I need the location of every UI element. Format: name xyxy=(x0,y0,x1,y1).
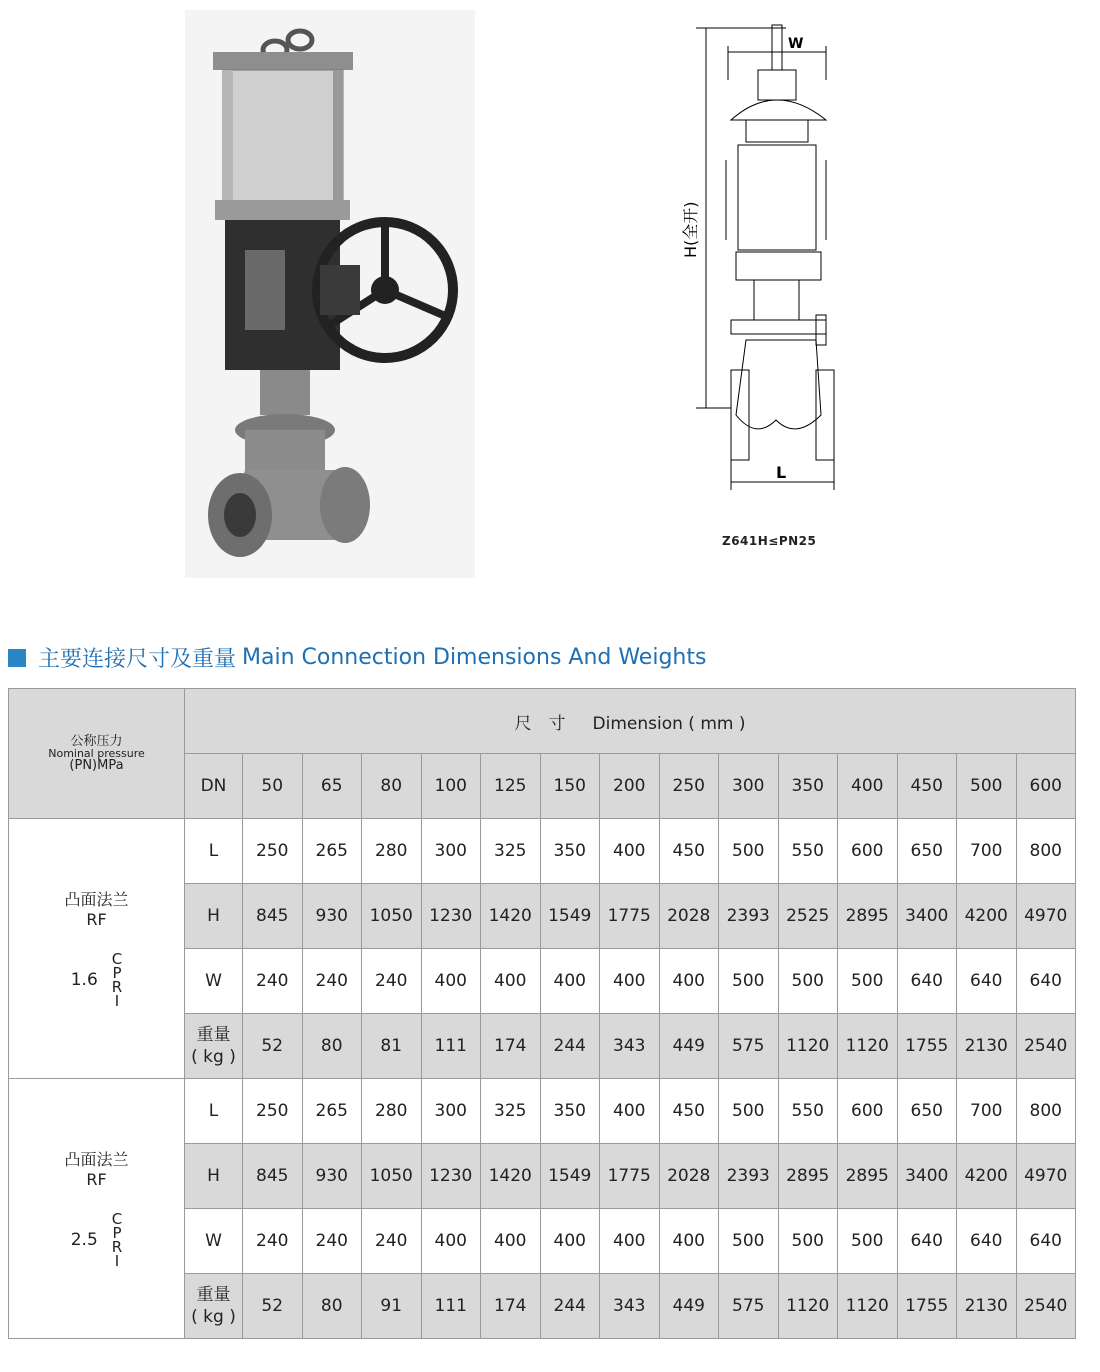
pressure-code-letter: I xyxy=(114,991,120,1010)
value-cell: 174 xyxy=(481,1274,541,1339)
dim-h-label: H(全开) xyxy=(681,201,700,258)
value-cell: 265 xyxy=(302,819,362,884)
dn-cell: 80 xyxy=(362,754,422,819)
value-cell: 350 xyxy=(540,819,600,884)
value-cell: 400 xyxy=(481,949,541,1014)
value-cell: 174 xyxy=(481,1014,541,1079)
value-cell: 350 xyxy=(540,1079,600,1144)
value-cell: 343 xyxy=(600,1274,660,1339)
dn-cell: 125 xyxy=(481,754,541,819)
value-cell: 52 xyxy=(243,1014,303,1079)
pressure-code-letter: C xyxy=(111,1209,123,1228)
value-cell: 650 xyxy=(897,819,957,884)
dn-cell: 100 xyxy=(421,754,481,819)
value-cell: 800 xyxy=(1016,1079,1076,1144)
value-cell: 1549 xyxy=(540,884,600,949)
pressure-code-letter: P xyxy=(112,1223,122,1242)
value-cell: 500 xyxy=(719,819,779,884)
value-cell: 400 xyxy=(600,1209,660,1274)
pressure-value: 2.5 xyxy=(70,1229,98,1250)
weight-label xyxy=(185,1274,243,1339)
value-cell: 1230 xyxy=(421,884,481,949)
value-cell: 700 xyxy=(957,1079,1017,1144)
pressure-block xyxy=(9,949,184,1010)
value-cell: 1755 xyxy=(897,1274,957,1339)
table-row xyxy=(9,819,1076,884)
value-cell: 640 xyxy=(1016,1209,1076,1274)
pressure-header-en: Nominal pressure xyxy=(48,747,145,760)
param-label: W xyxy=(185,1209,243,1274)
value-cell: 4200 xyxy=(957,1144,1017,1209)
value-cell: 640 xyxy=(957,949,1017,1014)
value-cell: 449 xyxy=(659,1274,719,1339)
value-cell: 450 xyxy=(659,819,719,884)
dn-cell: 400 xyxy=(838,754,898,819)
dn-cell: 65 xyxy=(302,754,362,819)
value-cell: 575 xyxy=(719,1014,779,1079)
section-title-cn: 主要连接尺寸及重量 xyxy=(38,647,237,672)
value-cell: 1420 xyxy=(481,884,541,949)
value-cell: 91 xyxy=(362,1274,422,1339)
value-cell: 640 xyxy=(897,1209,957,1274)
value-cell: 244 xyxy=(540,1014,600,1079)
dn-cell: 250 xyxy=(659,754,719,819)
value-cell: 400 xyxy=(600,819,660,884)
value-cell: 343 xyxy=(600,1014,660,1079)
value-cell: 80 xyxy=(302,1274,362,1339)
value-cell: 500 xyxy=(719,1209,779,1274)
value-cell: 4200 xyxy=(957,884,1017,949)
value-cell: 2393 xyxy=(719,1144,779,1209)
value-cell: 2895 xyxy=(838,1144,898,1209)
value-cell: 400 xyxy=(540,1209,600,1274)
value-cell: 2895 xyxy=(778,1144,838,1209)
pressure-code-letter: I xyxy=(114,1251,120,1270)
dn-cell: 450 xyxy=(897,754,957,819)
face-en: RF xyxy=(86,1169,107,1189)
value-cell: 240 xyxy=(302,949,362,1014)
value-cell: 1120 xyxy=(838,1274,898,1339)
pressure-header xyxy=(9,689,185,819)
group-label xyxy=(9,1079,185,1339)
value-cell: 280 xyxy=(362,1079,422,1144)
value-cell: 1420 xyxy=(481,1144,541,1209)
value-cell: 111 xyxy=(421,1014,481,1079)
value-cell: 81 xyxy=(362,1014,422,1079)
value-cell: 240 xyxy=(243,949,303,1014)
dim-w-label: W xyxy=(788,36,804,52)
face-cn: 凸面法兰 xyxy=(64,889,129,909)
value-cell: 930 xyxy=(302,884,362,949)
weight-label-cn: 重量 xyxy=(196,1285,231,1305)
valve-drawing xyxy=(676,20,846,500)
value-cell: 400 xyxy=(600,949,660,1014)
weight-label xyxy=(185,1014,243,1079)
value-cell: 640 xyxy=(1016,949,1076,1014)
dn-cell: 300 xyxy=(719,754,779,819)
value-cell: 2540 xyxy=(1016,1014,1076,1079)
table-row xyxy=(9,1079,1076,1144)
value-cell: 640 xyxy=(957,1209,1017,1274)
value-cell: 1549 xyxy=(540,1144,600,1209)
value-cell: 300 xyxy=(421,819,481,884)
dimension-header xyxy=(185,689,1076,754)
value-cell: 450 xyxy=(659,1079,719,1144)
value-cell: 500 xyxy=(778,949,838,1014)
weight-label-unit: ( kg ) xyxy=(191,1047,236,1067)
dn-cell: 350 xyxy=(778,754,838,819)
value-cell: 500 xyxy=(838,949,898,1014)
value-cell: 650 xyxy=(897,1079,957,1144)
value-cell: 2028 xyxy=(659,1144,719,1209)
value-cell: 500 xyxy=(719,1079,779,1144)
value-cell: 600 xyxy=(838,1079,898,1144)
param-label: H xyxy=(185,1144,243,1209)
pressure-code-letter: P xyxy=(112,963,122,982)
value-cell: 800 xyxy=(1016,819,1076,884)
pressure-code-letter: R xyxy=(111,1237,123,1256)
value-cell: 1120 xyxy=(838,1014,898,1079)
value-cell: 265 xyxy=(302,1079,362,1144)
value-cell: 550 xyxy=(778,819,838,884)
value-cell: 449 xyxy=(659,1014,719,1079)
value-cell: 2130 xyxy=(957,1274,1017,1339)
weight-label-cn: 重量 xyxy=(196,1025,231,1045)
value-cell: 2525 xyxy=(778,884,838,949)
value-cell: 500 xyxy=(838,1209,898,1274)
dimensions-table xyxy=(8,688,1076,1339)
value-cell: 1230 xyxy=(421,1144,481,1209)
value-cell: 2028 xyxy=(659,884,719,949)
dim-l-label: L xyxy=(776,463,787,482)
param-label: L xyxy=(185,1079,243,1144)
value-cell: 250 xyxy=(243,1079,303,1144)
value-cell: 280 xyxy=(362,819,422,884)
param-label: H xyxy=(185,884,243,949)
value-cell: 3400 xyxy=(897,1144,957,1209)
value-cell: 240 xyxy=(362,949,422,1014)
param-label: L xyxy=(185,819,243,884)
value-cell: 930 xyxy=(302,1144,362,1209)
value-cell: 400 xyxy=(659,1209,719,1274)
pressure-code-letter: R xyxy=(111,977,123,996)
value-cell: 1775 xyxy=(600,1144,660,1209)
value-cell: 250 xyxy=(243,819,303,884)
value-cell: 600 xyxy=(838,819,898,884)
value-cell: 244 xyxy=(540,1274,600,1339)
value-cell: 1755 xyxy=(897,1014,957,1079)
value-cell: 400 xyxy=(659,949,719,1014)
value-cell: 4970 xyxy=(1016,884,1076,949)
value-cell: 845 xyxy=(243,1144,303,1209)
value-cell: 325 xyxy=(481,819,541,884)
value-cell: 845 xyxy=(243,884,303,949)
pressure-code xyxy=(111,949,123,1010)
value-cell: 52 xyxy=(243,1274,303,1339)
value-cell: 2130 xyxy=(957,1014,1017,1079)
value-cell: 2895 xyxy=(838,884,898,949)
section-title-en: Main Connection Dimensions And Weights xyxy=(242,645,707,670)
value-cell: 1120 xyxy=(778,1014,838,1079)
face-cn: 凸面法兰 xyxy=(64,1149,129,1169)
dn-cell: 600 xyxy=(1016,754,1076,819)
valve-photo xyxy=(185,10,475,578)
value-cell: 240 xyxy=(302,1209,362,1274)
value-cell: 325 xyxy=(481,1079,541,1144)
value-cell: 111 xyxy=(421,1274,481,1339)
value-cell: 1775 xyxy=(600,884,660,949)
value-cell: 240 xyxy=(243,1209,303,1274)
value-cell: 300 xyxy=(421,1079,481,1144)
model-caption: Z641H≤PN25 xyxy=(722,534,817,548)
value-cell: 2540 xyxy=(1016,1274,1076,1339)
dn-cell: 50 xyxy=(243,754,303,819)
value-cell: 400 xyxy=(540,949,600,1014)
value-cell: 550 xyxy=(778,1079,838,1144)
dn-cell: 200 xyxy=(600,754,660,819)
value-cell: 240 xyxy=(362,1209,422,1274)
value-cell: 640 xyxy=(897,949,957,1014)
value-cell: 1120 xyxy=(778,1274,838,1339)
value-cell: 500 xyxy=(778,1209,838,1274)
param-label: W xyxy=(185,949,243,1014)
value-cell: 400 xyxy=(600,1079,660,1144)
dimension-header-en: Dimension ( mm ) xyxy=(592,713,746,734)
pressure-header-cn: 公称压力 xyxy=(70,734,123,749)
section-title xyxy=(8,642,706,673)
dn-label: DN xyxy=(185,754,243,819)
value-cell: 500 xyxy=(719,949,779,1014)
value-cell: 1050 xyxy=(362,884,422,949)
value-cell: 400 xyxy=(421,949,481,1014)
dn-cell: 150 xyxy=(540,754,600,819)
value-cell: 2393 xyxy=(719,884,779,949)
section-square-icon xyxy=(8,649,26,667)
pressure-value: 1.6 xyxy=(70,969,98,990)
pressure-header-unit: (PN)MPa xyxy=(69,758,124,773)
value-cell: 3400 xyxy=(897,884,957,949)
value-cell: 4970 xyxy=(1016,1144,1076,1209)
pressure-code-letter: C xyxy=(111,949,123,968)
group-label xyxy=(9,819,185,1079)
pressure-block xyxy=(9,1209,184,1270)
dn-cell: 500 xyxy=(957,754,1017,819)
value-cell: 80 xyxy=(302,1014,362,1079)
value-cell: 575 xyxy=(719,1274,779,1339)
value-cell: 700 xyxy=(957,819,1017,884)
value-cell: 400 xyxy=(481,1209,541,1274)
value-cell: 1050 xyxy=(362,1144,422,1209)
value-cell: 400 xyxy=(421,1209,481,1274)
dimension-header-cn: 尺 寸 xyxy=(514,713,566,734)
weight-label-unit: ( kg ) xyxy=(191,1307,236,1327)
pressure-code xyxy=(111,1209,123,1270)
face-en: RF xyxy=(86,909,107,929)
